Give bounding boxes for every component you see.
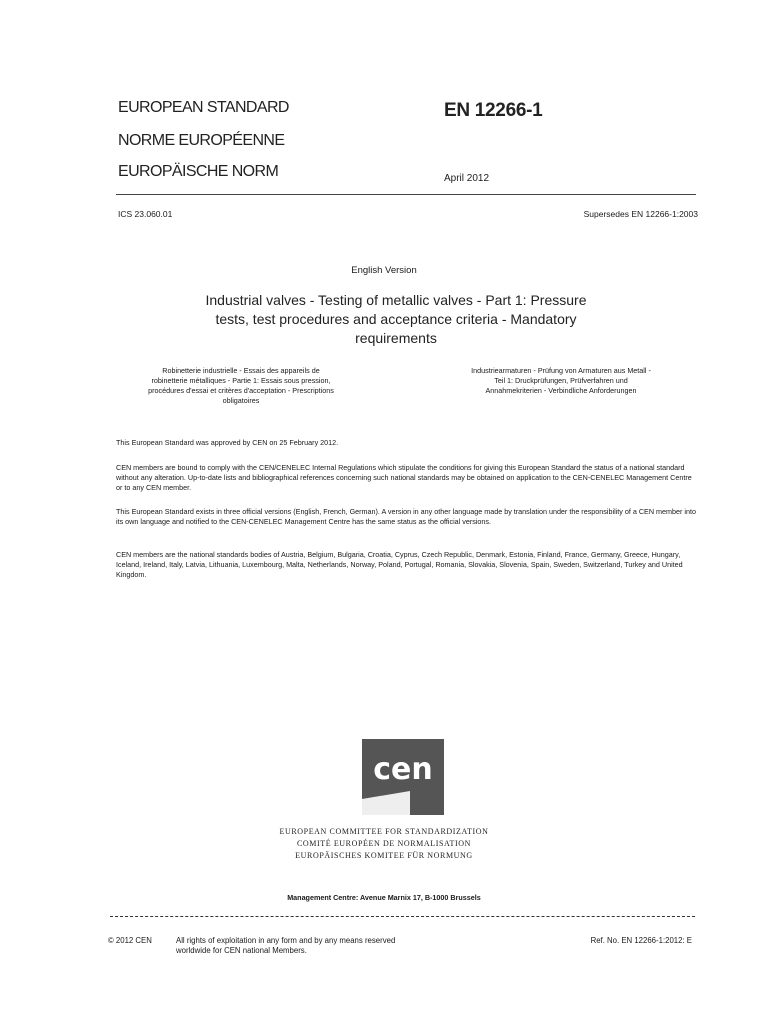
members-paragraph: CEN members are the national standards bodies of Austria, Belgium, Bulgaria, Croatia, Cyprus, Czech Republic, Denmark, Estonia, Finland, France, Germany, Greece, Hungary, Iceland, Ireland, Italy, Latvia, Lithuania, Luxembourg, Malta, Netherlands, Norway, Poland, Portugal, Romania, Slovakia, Slovenia, Spain, Sweden, Switzerland, Turkey and United Kingdom.	[116, 550, 683, 579]
footer-divider	[110, 916, 695, 917]
german-title	[442, 366, 680, 396]
versions-paragraph: This European Standard exists in three official versions (English, French, German). A version in any other language made by translation under the responsibility of a CEN member into its own language and notified to the CEN-CENELEC Management Centre has the same status as the official versions.	[116, 507, 696, 526]
french-title-line: robinetterie métalliques - Partie 1: Essais sous pression,	[151, 376, 331, 385]
title-line: requirements	[355, 330, 437, 346]
cen-logo-icon	[362, 739, 444, 815]
supersedes-note: Supersedes EN 12266-1:2003	[583, 209, 698, 219]
reference-number: Ref. No. EN 12266-1:2012: E	[590, 936, 692, 945]
standard-number: EN 12266-1	[444, 100, 543, 121]
rights-statement	[176, 936, 456, 956]
version-label: English Version	[351, 265, 417, 276]
header-divider	[116, 194, 696, 195]
compliance-paragraph: CEN members are bound to comply with the CEN/CENELEC Internal Regulations which stipulate the conditions for giving this European Standard the status of a national standard without any alteration. Up-to-date lists and bibliographical references concerning such national standards may be obtained on application to the CEN-CENELEC Management Centre or to any CEN member.	[116, 463, 692, 492]
copyright: © 2012 CEN	[108, 936, 152, 945]
french-title-line: obligatoires	[222, 396, 260, 405]
approval-paragraph: This European Standard was approved by CEN on 25 February 2012.	[116, 438, 339, 447]
german-title-line: Annahmekriterien - Verbindliche Anforderungen	[485, 386, 637, 395]
french-title-line: procédures d'essai et critères d'acceptation - Prescriptions	[148, 386, 334, 395]
standard-type-german: EUROPÄISCHE NORM	[118, 163, 279, 180]
publication-date: April 2012	[444, 173, 490, 184]
standard-type-french: NORME EUROPÉENNE	[118, 132, 285, 149]
organization-name-french: COMITÉ EUROPÉEN DE NORMALISATION	[296, 839, 472, 848]
german-title-line: Teil 1: Druckprüfungen, Prüfverfahren und	[494, 376, 628, 385]
french-title	[110, 366, 372, 406]
document-title	[165, 291, 627, 348]
rights-line: All rights of exploitation in any form and by any means reserved	[176, 936, 396, 945]
standard-type-english: EUROPEAN STANDARD	[118, 99, 289, 116]
rights-line: worldwide for CEN national Members.	[176, 946, 307, 955]
french-title-line: Robinetterie industrielle - Essais des appareils de	[162, 366, 320, 375]
title-line: tests, test procedures and acceptance criteria - Mandatory	[215, 311, 577, 327]
title-line: Industrial valves - Testing of metallic valves - Part 1: Pressure	[205, 292, 587, 308]
organization-name-english: EUROPEAN COMMITTEE FOR STANDARDIZATION	[279, 827, 489, 836]
german-title-line: Industriearmaturen - Prüfung von Armaturen aus Metall -	[471, 366, 651, 375]
ics-code: ICS 23.060.01	[118, 209, 173, 219]
logo-text: cen	[373, 752, 433, 787]
management-centre-address: Management Centre: Avenue Marnix 17, B-1000 Brussels	[287, 893, 481, 902]
organization-name-german: EUROPÄISCHES KOMITEE FÜR NORMUNG	[295, 851, 473, 860]
